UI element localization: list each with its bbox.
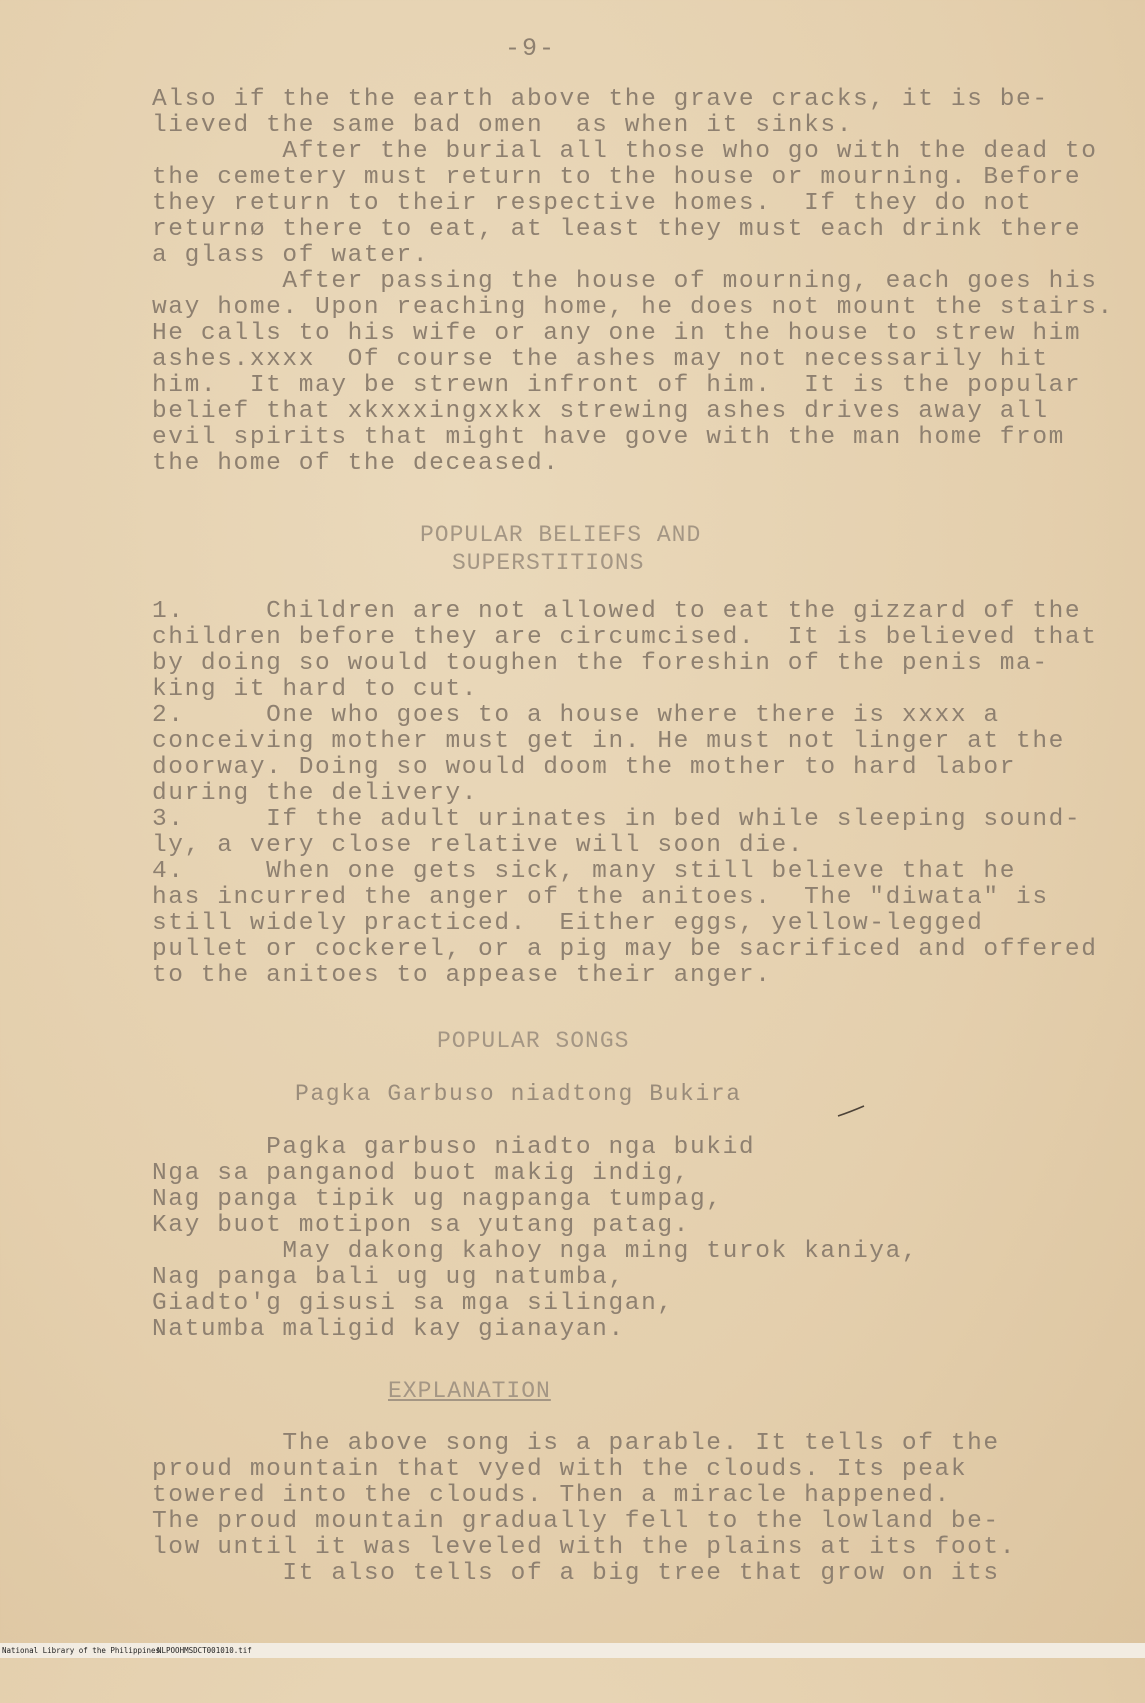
text-line: evil spirits that might have gove with the man home from [152,424,1065,451]
text-line: way home. Upon reaching home, he does not mount the stairs. [152,294,1114,321]
text-line: towered into the clouds. Then a miracle happened. [152,1482,951,1509]
text-line: 1. Children are not allowed to eat the gizzard of the [152,598,1082,625]
song-line: Nag panga tipik ug nagpanga tumpag, [152,1186,723,1213]
text-line: they return to their respective homes. If they do not [152,190,1033,217]
text-line: ashes.xxxx Of course the ashes may not necessarily hit [152,346,1049,373]
footer-file-id: NLPOOHMSDCT001010.tif [157,1646,252,1655]
text-line: He calls to his wife or any one in the house to strew him [152,320,1082,347]
text-line: a glass of water. [152,242,430,269]
heading-beliefs-2: SUPERSTITIONS [452,550,645,576]
heading-explanation: EXPLANATION [388,1378,551,1404]
text-line: The above song is a parable. It tells of the [152,1430,1000,1457]
text-line: by doing so would toughen the foreshin of the penis ma- [152,650,1049,677]
text-line: the cemetery must return to the house or mourning. Before [152,164,1082,191]
text-line: during the delivery. [152,780,479,807]
text-line: The proud mountain gradually fell to the lowland be- [152,1508,1000,1535]
text-line: doorway. Doing so would doom the mother to hard labor [152,754,1017,781]
text-line: him. It may be strewn infront of him. It is the popular [152,372,1082,399]
text-line: 4. When one gets sick, many still believe that he [152,858,1017,885]
text-line: ly, a very close relative will soon die. [152,832,805,859]
text-line: king it hard to cut. [152,676,479,703]
heading-beliefs: POPULAR BELIEFS AND [420,522,702,548]
song-line: Natumba maligid kay gianayan. [152,1316,625,1343]
text-line: proud mountain that vyed with the clouds. Its peak [152,1456,968,1483]
text-line: returnø there to eat, at least they must each drink there [152,216,1082,243]
page-number: -9- [505,34,557,63]
text-line: pullet or cockerel, or a pig may be sacrificed and offered [152,936,1098,963]
text-line: lieved the same bad omen as when it sinks. [152,112,854,139]
text-line: low until it was leveled with the plains at its foot. [152,1534,1017,1561]
song-line: Pagka garbuso niadto nga bukid [152,1134,756,1161]
text-line: children before they are circumcised. It is believed that [152,624,1098,651]
text-line: It also tells of a big tree that grow on its [152,1560,1000,1587]
text-line: Also if the the earth above the grave cracks, it is be- [152,86,1049,113]
song-line: Nag panga bali ug ug natumba, [152,1264,625,1291]
text-line: has incurred the anger of the anitoes. The "diwata" is [152,884,1049,911]
text-line: 3. If the adult urinates in bed while sleeping sound- [152,806,1082,833]
text-line: After the burial all those who go with the dead to [152,138,1098,165]
footer-library: National Library of the Philippines [2,1646,161,1655]
song-line: Kay buot motipon sa yutang patag. [152,1212,690,1239]
song-title: Pagka Garbuso niadtong Bukira [295,1081,742,1107]
text-line: After passing the house of mourning, each goes his [152,268,1098,295]
scan-footer [0,1643,1145,1658]
text-line: still widely practiced. Either eggs, yellow-legged [152,910,984,937]
song-line: May dakong kahoy nga ming turok kaniya, [152,1238,919,1265]
text-line: 2. One who goes to a house where there is xxxx a [152,702,1000,729]
heading-songs: POPULAR SONGS [437,1028,630,1054]
song-line: Nga sa panganod buot makig indig, [152,1160,690,1187]
song-line: Giadto'g gisusi sa mga silingan, [152,1290,674,1317]
text-line: the home of the deceased. [152,450,560,477]
pen-mark-icon [836,1104,866,1118]
text-line: conceiving mother must get in. He must not linger at the [152,728,1065,755]
text-line: to the anitoes to appease their anger. [152,962,772,989]
text-line: belief that xkxxxingxxkx strewing ashes drives away all [152,398,1049,425]
